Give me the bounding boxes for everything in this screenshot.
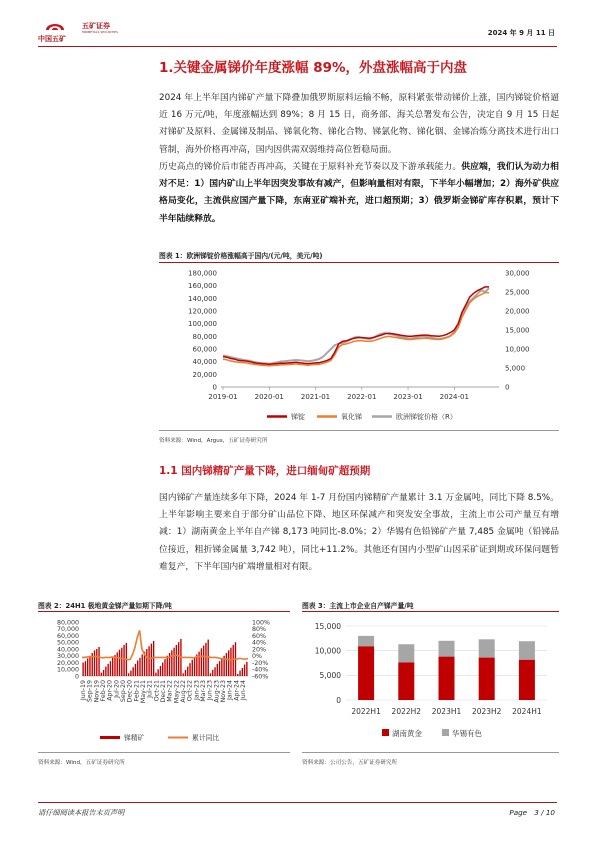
bar <box>187 667 188 676</box>
bar <box>142 654 143 676</box>
legend-label: 锑精矿 <box>124 734 145 742</box>
x-tick-label: Aug-22 <box>180 680 187 703</box>
x-tick-label: Jul-20 <box>113 680 121 698</box>
y-left-tick-label: 20,000 <box>56 659 79 667</box>
x-tick-label: Sep-19 <box>86 680 94 703</box>
bar <box>228 650 229 676</box>
figure-2-source: 资料来源：Wind，五矿证券研究所 <box>38 760 125 766</box>
stacked-bar-segment <box>479 639 495 657</box>
bar <box>98 647 99 676</box>
bar <box>198 652 199 676</box>
legend-label: 华锡有色 <box>452 729 482 738</box>
y-left-tick-label: 0 <box>212 383 217 392</box>
y-left-tick-label: 30,000 <box>56 653 79 661</box>
stacked-bar-segment <box>439 641 455 657</box>
figure-2-top-line <box>38 611 290 612</box>
bar <box>194 657 195 676</box>
x-tick-label: Jul-21 <box>146 680 154 698</box>
bar <box>151 644 152 676</box>
y-left-tick-label: 70,000 <box>56 626 79 634</box>
bar <box>94 650 95 676</box>
y-right-tick-label: 0 <box>505 383 510 392</box>
stacked-bar-segment <box>358 636 374 646</box>
legend-label: 氧化锑 <box>341 413 362 421</box>
subsection-title: 1.1 国内锑精矿产量下降，进口缅甸矿超预期 <box>159 465 371 477</box>
y-left-tick-label: 80,000 <box>192 332 217 341</box>
y-right-tick-label: -20% <box>252 659 269 667</box>
paragraph-normal-text: 历史高点的锑价后市能否再冲高，关键在于原料补充节奏以及下游承载能力。 <box>159 162 462 172</box>
bar <box>114 655 115 676</box>
bar <box>219 661 220 676</box>
legend-label: 欧洲锑锭价格（R） <box>396 413 457 421</box>
bar <box>185 670 186 676</box>
figure-2-title: 图表 2：24H1 极地黄金锑产量如期下降/吨 <box>38 602 172 610</box>
x-tick-label: Nov-23 <box>220 680 227 703</box>
y-left-tick-label: 60,000 <box>192 345 217 354</box>
x-tick-label: 2023H2 <box>471 707 502 716</box>
bar <box>121 648 122 676</box>
x-tick-label: Jun-23 <box>206 680 214 701</box>
y-right-tick-label: 15,000 <box>505 326 530 335</box>
figure-3-top-line <box>302 611 559 612</box>
y-left-tick-label: 0 <box>74 673 79 681</box>
figure-1-source: 资料来源：Wind，Argus，五矿证券研究所 <box>159 438 268 444</box>
bar <box>162 663 163 677</box>
subsection-paragraph: 国内锑矿产量连续多年下降，2024 年 1-7 月份国内锑精矿产量累计 3.1 万金属吨，同比下降 8.5%。上半年影响主要来自于部分矿山品位下降、地区环保减产和突发安全事故，主流上市公司产量互有增减：1）湖南黄金上半年自产锑 8,173 吨同比-8.0%；2）华锡有色铅锑矿产量 7,485 金属吨（铅锑品位接近，粗折锑金属量 3,742 吨），同比+11.2%。其他还有国内小型矿山因采矿证到期或环保问题暂难复产，下半年国内矿端增量相对有限。 <box>159 493 559 572</box>
bar <box>217 664 218 676</box>
y-left-tick-label: 50,000 <box>56 639 79 647</box>
y-left-tick-label: 10,000 <box>56 666 79 674</box>
logo-text-cn: 中国五矿 <box>38 35 66 43</box>
y-left-tick-label: 80,000 <box>56 619 79 627</box>
x-tick-label: Mar-23 <box>200 680 207 702</box>
y-left-tick-label: 140,000 <box>188 294 217 303</box>
figure-3-source: 资料来源：公司公告，五矿证券研究所 <box>302 760 398 766</box>
figure-2-chart <box>38 614 290 744</box>
bar <box>176 645 177 676</box>
y-right-tick-label: 80% <box>252 626 266 634</box>
bar <box>210 673 211 676</box>
bar <box>237 674 238 676</box>
y-left-tick-label: 120,000 <box>188 307 217 316</box>
y-tick-label: 10,000 <box>314 646 341 656</box>
y-right-tick-label: -40% <box>252 666 269 674</box>
legend-label: 湖南黄金 <box>392 729 422 738</box>
y-right-tick-label: 40% <box>252 639 266 647</box>
x-tick-label: Feb-20 <box>100 680 107 702</box>
bar <box>89 656 90 676</box>
x-tick-label: May-21 <box>140 680 147 704</box>
x-tick-label: 2024H1 <box>512 707 542 716</box>
bar <box>203 646 204 676</box>
y-left-tick-label: 40,000 <box>192 358 217 367</box>
figure-3-chart <box>302 614 559 744</box>
bar <box>135 664 136 676</box>
bar <box>82 663 83 677</box>
y-right-tick-label: 0% <box>252 653 262 661</box>
figure-2-bottom-line <box>38 752 290 753</box>
bar <box>244 665 245 676</box>
x-tick-label: 2022-01 <box>347 393 377 401</box>
y-right-tick-label: -60% <box>252 673 269 681</box>
figure-1-top-line <box>159 262 559 263</box>
y-left-tick-label: 20,000 <box>192 370 217 379</box>
x-tick-label: 2019-01 <box>208 393 238 401</box>
y-right-tick-label: 100% <box>252 619 271 627</box>
bar <box>239 671 240 676</box>
cumulative-yoy-line <box>82 630 248 659</box>
bar <box>110 661 111 676</box>
bar <box>212 670 213 676</box>
figure-1-chart <box>159 265 559 428</box>
bar <box>205 643 206 676</box>
bar <box>173 648 174 676</box>
page-number: Page 3 / 10 <box>509 808 555 817</box>
bar <box>171 650 172 676</box>
bar <box>157 669 158 676</box>
x-tick-label: 2024-01 <box>439 393 469 401</box>
bar <box>107 664 108 676</box>
y-right-tick-label: 20% <box>252 646 266 654</box>
bar <box>112 658 113 676</box>
legend-label: 累计同比 <box>192 734 220 742</box>
x-tick-label: 2022H2 <box>391 707 422 716</box>
x-tick-label: Feb-21 <box>133 680 141 702</box>
bar <box>226 653 227 676</box>
x-tick-label: Mar-22 <box>166 680 174 702</box>
x-tick-label: 2023H1 <box>431 707 462 716</box>
bar <box>160 666 161 676</box>
y-tick-label: 0 <box>336 695 341 705</box>
header-date: 2024 年 9 月 11 日 <box>487 29 555 37</box>
x-tick-label: 2023-01 <box>393 393 423 401</box>
section-paragraph-2 <box>159 159 559 228</box>
bar <box>192 660 193 676</box>
series-line-2 <box>223 288 489 364</box>
y-left-tick-label: 100,000 <box>188 320 217 329</box>
stacked-bar-segment <box>479 658 495 700</box>
bar <box>123 645 124 676</box>
figure-3-bottom-line <box>302 752 559 753</box>
bar <box>103 670 104 676</box>
stacked-bar-segment <box>398 663 414 700</box>
bar <box>201 648 202 676</box>
logo-text-securities: 五矿证券 <box>82 22 110 30</box>
series-line-0 <box>223 287 489 364</box>
y-right-tick-label: 5,000 <box>505 364 526 373</box>
y-left-tick-label: 60,000 <box>56 632 79 640</box>
figure-1-title: 图表 1：欧洲锑锭价格涨幅高于国内/(元/吨，美元/吨) <box>159 252 323 260</box>
series-line-1 <box>223 293 489 366</box>
bar <box>117 652 118 676</box>
bar <box>101 673 102 676</box>
bar <box>155 673 156 676</box>
bar <box>178 642 179 676</box>
figure-1-bottom-line <box>159 430 559 431</box>
footer-divider <box>38 802 557 803</box>
header-divider <box>38 46 557 47</box>
stacked-bar-segment <box>358 646 374 700</box>
bar <box>146 649 147 676</box>
bar <box>242 668 243 676</box>
x-tick-label: Jun-19 <box>80 680 87 701</box>
bar <box>105 667 106 676</box>
legend-swatch <box>442 729 449 736</box>
y-right-tick-label: 60% <box>252 632 266 640</box>
y-left-tick-label: 40,000 <box>56 646 79 654</box>
section-title: 1.关键金属锑价年度涨幅 89%，外盘涨幅高于内盘 <box>159 60 468 76</box>
bar <box>221 658 222 676</box>
x-tick-label: Jan-24 <box>226 680 234 700</box>
bar <box>132 667 133 676</box>
x-tick-label: Apr-20 <box>106 680 114 701</box>
stacked-bar-segment <box>439 657 455 700</box>
x-tick-label: Oct-22 <box>186 680 194 702</box>
x-tick-label: Apr-24 <box>233 680 241 701</box>
y-right-tick-label: 30,000 <box>505 269 530 278</box>
section-paragraph: 2024 年上半年国内锑矿产量下降叠加俄罗斯原料运输不畅，原料紧张带动锑价上涨，国内锑锭价格逼近 16 万元/吨，年度涨幅达到 89%；8 月 15 日，商务部、海关总署发布公告，决定自 9 月 15 日起对锑矿及原料、金属锑及制品、锑氧化物、锑化合物、锑氯化物、锑化铟、金锑冶炼分离技术进行出口管制，海外价格再冲高，国内因供需双弱维持高位暂稳局面。 <box>159 93 559 155</box>
y-tick-label: 5,000 <box>319 671 341 681</box>
bar <box>189 663 190 676</box>
y-left-tick-label: 180,000 <box>188 269 217 278</box>
x-tick-label: 2020-01 <box>254 393 284 401</box>
y-tick-label: 15,000 <box>314 621 341 631</box>
bar <box>87 658 88 676</box>
logo-text-securities-en: MINMETALS SECURITIES <box>82 30 118 34</box>
x-tick-label: Jun-24 <box>240 680 247 701</box>
bar <box>230 648 231 676</box>
stacked-bar-segment <box>519 660 535 700</box>
stacked-bar-segment <box>519 641 535 659</box>
x-tick-label: May-22 <box>173 680 181 704</box>
x-tick-label: Jan-23 <box>193 680 201 700</box>
bar <box>137 660 138 676</box>
bar <box>148 646 149 676</box>
bar <box>128 673 129 676</box>
x-tick-label: Sep-20 <box>120 680 127 703</box>
x-tick-label: Dec-20 <box>126 680 134 703</box>
x-tick-label: Dec-21 <box>160 680 167 703</box>
bar <box>96 649 97 676</box>
bar <box>139 658 140 676</box>
x-tick-label: Aug-23 <box>213 680 221 703</box>
paragraph-bold-text: 供应端，我们认为动力相对不足：1）国内矿山上半年因突发事故有减产，但影响量相对有限，下半年小幅增加；2）海外矿供应格局变化，主流供应国产量下降，东南亚矿端补充，进口超预期；3）俄罗斯金锑矿库存积累，预计下半年陆续释放。 <box>159 162 559 224</box>
bar <box>119 650 120 676</box>
bar <box>183 673 184 676</box>
legend-swatch <box>382 729 389 736</box>
logo-mark-icon <box>44 17 66 31</box>
stacked-bar-segment <box>398 644 414 662</box>
bar <box>85 661 86 676</box>
company-logo <box>38 17 118 47</box>
y-left-tick-label: 160,000 <box>188 282 217 291</box>
y-right-tick-label: 25,000 <box>505 288 530 297</box>
legend-label: 锑锭 <box>291 413 305 421</box>
x-tick-label: Nov-19 <box>93 680 101 703</box>
figure-3-title: 图表 3：主流上市企业自产锑产量/吨 <box>302 602 414 610</box>
y-right-tick-label: 20,000 <box>505 307 530 316</box>
x-tick-label: 2022H1 <box>351 707 381 716</box>
bar <box>167 656 168 676</box>
bar <box>246 662 247 676</box>
x-tick-label: Oct-21 <box>153 680 161 702</box>
bar <box>130 671 131 676</box>
x-tick-label: 2021-01 <box>300 393 331 401</box>
bar <box>164 659 165 676</box>
bar <box>233 645 234 676</box>
y-right-tick-label: 10,000 <box>505 345 530 354</box>
footer-disclaimer-link[interactable]: 请仔细阅读本报告末页声明 <box>38 808 125 817</box>
bar <box>214 667 215 676</box>
